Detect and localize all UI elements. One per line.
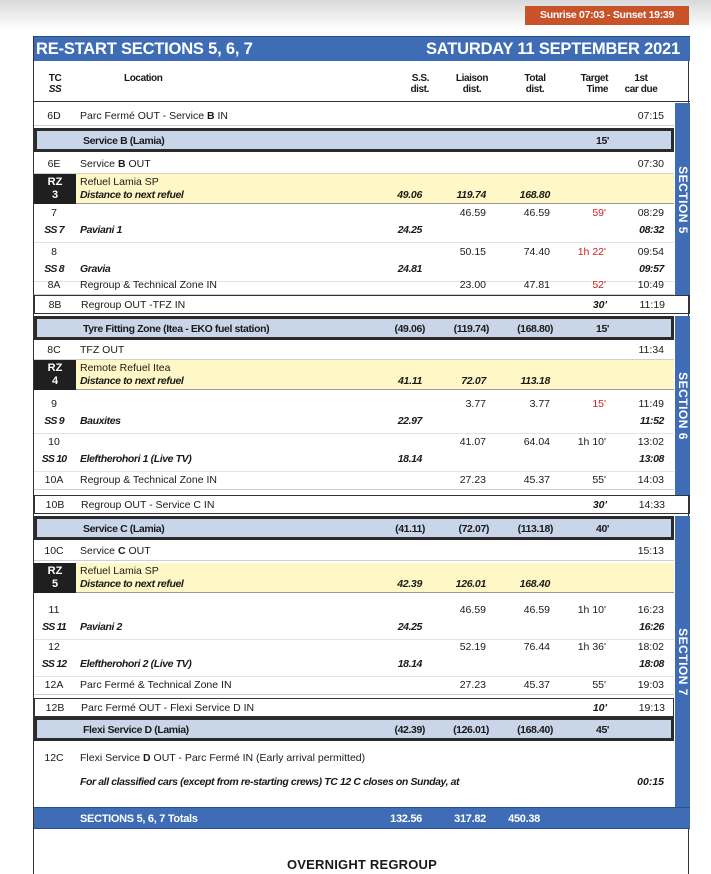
header-target-time: Target Time — [580, 73, 608, 95]
location: TFZ OUT — [80, 344, 125, 356]
first-car-due: 10:49 — [637, 279, 664, 291]
tc-code: 6D — [47, 110, 61, 122]
first-car-due-tc: 11:49 — [638, 398, 664, 410]
tc-code: 11 — [48, 604, 60, 616]
total-dist: 47.81 — [523, 279, 550, 291]
first-car-due: 14:33 — [638, 499, 665, 511]
ss-dist: 18.14 — [397, 453, 422, 465]
liaison-dist: 46.59 — [459, 207, 486, 219]
location: Service B (Lamia) — [83, 135, 165, 147]
header-total-dist: Total dist. — [524, 73, 546, 95]
total-dist: 64.04 — [523, 436, 550, 448]
ss-code: SS 12 — [41, 658, 67, 670]
target-time: 1h 22' — [577, 246, 606, 258]
tc-code: 12C — [44, 752, 64, 764]
stage-name: Gravia — [80, 263, 111, 275]
table-row-12A — [34, 675, 674, 695]
total-dist: 74.40 — [523, 246, 550, 258]
liaison-dist: 126.01 — [455, 578, 486, 590]
refuel-zone-badge: RZ 3 — [34, 174, 76, 204]
table-row-10C — [34, 541, 674, 561]
total-dist: (113.18) — [517, 523, 553, 535]
total-dist: 46.59 — [523, 604, 550, 616]
table-row-6E — [34, 154, 674, 174]
first-car-due-tc: 18:02 — [637, 641, 664, 653]
total-dist: 113.18 — [520, 375, 550, 387]
liaison-dist: 46.59 — [459, 604, 486, 616]
total-dist: 45.37 — [523, 679, 550, 691]
column-headers — [34, 61, 690, 102]
table-row-12B — [34, 698, 674, 717]
totals-liaison-dist: 317.82 — [454, 813, 486, 825]
tc-code: 8C — [47, 344, 61, 356]
tc-code: 6E — [47, 158, 61, 170]
location: Regroup OUT - Service C IN — [81, 499, 215, 511]
section-6-label: SECTION 6 — [675, 316, 690, 496]
ss-dist: 41.11 — [398, 375, 422, 387]
stage-name: Paviani 2 — [80, 621, 122, 633]
target-time: 15' — [596, 323, 609, 335]
target-time: 1h 10' — [577, 604, 606, 616]
refuel-location: Refuel Lamia SP — [80, 176, 159, 188]
refuel-distance-label: Distance to next refuel — [80, 189, 184, 201]
ss-dist: (42.39) — [394, 724, 425, 736]
ss-dist: 22.97 — [397, 415, 422, 427]
header-location: Location — [124, 73, 163, 84]
liaison-dist: 27.23 — [459, 679, 486, 691]
totals-label: SECTIONS 5, 6, 7 Totals — [80, 813, 198, 825]
ss-code: SS 9 — [44, 415, 64, 427]
first-car-due: 14:03 — [637, 474, 664, 486]
first-car-due-ss: 13:08 — [639, 453, 664, 465]
ss-dist: (49.06) — [394, 323, 425, 335]
stage-row-ss7 — [34, 204, 674, 243]
title-bar — [34, 36, 690, 61]
first-car-due-ss: 09:57 — [639, 263, 664, 275]
first-car-due: 07:15 — [637, 110, 664, 122]
stage-name: Eleftherohori 1 (Live TV) — [80, 453, 192, 465]
ss-code: SS 7 — [44, 224, 64, 236]
stage-name: Eleftherohori 2 (Live TV) — [80, 658, 192, 670]
target-time: 15' — [596, 135, 609, 147]
overnight-regroup-heading: OVERNIGHT REGROUP — [286, 857, 438, 872]
total-dist: 168.80 — [519, 189, 550, 201]
first-car-due: 19:13 — [638, 702, 665, 714]
location: Parc Fermé OUT - Service B IN — [80, 110, 229, 122]
stage-row-ss11 — [34, 601, 674, 640]
liaison-dist: 23.00 — [459, 279, 486, 291]
stage-row-ss10 — [34, 433, 674, 472]
ss-code: SS 8 — [44, 263, 64, 275]
total-dist: (168.80) — [517, 323, 553, 335]
tc-code: 12B — [45, 702, 65, 714]
total-dist: 168.40 — [519, 578, 550, 590]
section-5-label: SECTION 5 — [675, 103, 690, 296]
header-liaison-dist: Liaison dist. — [455, 73, 489, 95]
header-ss-dist: S.S. dist. — [410, 73, 429, 95]
target-time: 1h 36' — [577, 641, 606, 653]
ss-dist: 24.25 — [397, 224, 422, 236]
ss-code: SS 11 — [42, 621, 66, 633]
location: Tyre Fitting Zone (Itea - EKO fuel station) — [83, 323, 270, 335]
refuel-row-rz4 — [34, 360, 674, 390]
total-dist: 45.37 — [523, 474, 550, 486]
ss-code: SS 10 — [41, 453, 67, 465]
tc-code: 8 — [51, 246, 57, 258]
location: Parc Fermé & Technical Zone IN — [80, 679, 232, 691]
target-time: 55' — [592, 679, 606, 691]
tc-code: 10 — [48, 436, 60, 448]
sunrise-sunset-banner: Sunrise 07:03 - Sunset 19:39 — [525, 6, 689, 25]
target-time: 45' — [596, 724, 609, 736]
table-row-8B — [34, 295, 690, 314]
table-row-8C — [34, 340, 674, 360]
table-row-10B — [34, 495, 690, 514]
tc-code: 8A — [47, 279, 61, 291]
location: Flexi Service D OUT - Parc Fermé IN (Early arrival permitted) — [80, 752, 366, 764]
ss-dist: 24.81 — [397, 263, 422, 275]
refuel-zone-badge: RZ 4 — [34, 360, 76, 390]
refuel-distance-label: Distance to next refuel — [80, 375, 184, 387]
liaison-dist: 72.07 — [461, 375, 486, 387]
liaison-dist: 50.15 — [459, 246, 486, 258]
tc-code: 10B — [45, 499, 65, 511]
header-first-car-due: 1st car due — [624, 73, 658, 95]
tc-code: 10A — [44, 474, 64, 486]
total-dist: (168.40) — [517, 724, 553, 736]
target-time: 10' — [592, 702, 607, 714]
tc-code: 12A — [44, 679, 64, 691]
stage-name: Bauxites — [80, 415, 121, 427]
ss-dist: 49.06 — [397, 189, 422, 201]
ss-dist: 24.25 — [397, 621, 422, 633]
target-time: 1h 10' — [577, 436, 606, 448]
target-time: 59' — [592, 207, 606, 219]
closing-note: For all classified cars (except from re-starting crews) TC 12 C closes on Sunday, at — [80, 776, 460, 788]
itinerary-page — [33, 36, 689, 874]
table-row-12C — [34, 748, 674, 806]
stage-row-ss12 — [34, 638, 674, 677]
liaison-dist: 119.74 — [456, 189, 486, 201]
target-time: 30' — [592, 499, 607, 511]
service-row-tfz — [34, 316, 674, 340]
location: Service B OUT — [80, 158, 151, 170]
tc-code: 12 — [48, 641, 60, 653]
liaison-dist: (72.07) — [458, 523, 489, 535]
target-time: 30' — [592, 299, 607, 311]
location: Parc Fermé OUT - Flexi Service D IN — [81, 702, 255, 714]
location: Regroup & Technical Zone IN — [80, 474, 217, 486]
liaison-dist: (119.74) — [453, 323, 489, 335]
stage-row-ss9 — [34, 395, 674, 434]
target-time: 55' — [592, 474, 606, 486]
title-sections: RE-START SECTIONS 5, 6, 7 — [36, 40, 253, 58]
liaison-dist: 52.19 — [459, 641, 486, 653]
first-car-due-ss: 11:52 — [639, 415, 664, 427]
total-dist: 46.59 — [523, 207, 550, 219]
first-car-due: 11:19 — [639, 299, 665, 311]
first-car-due-tc: 09:54 — [637, 246, 664, 258]
ss-dist: (41.11) — [395, 523, 425, 535]
first-car-due: 07:30 — [637, 158, 664, 170]
target-time: 52' — [592, 279, 606, 291]
tc-code: 9 — [51, 398, 57, 410]
service-row-C — [34, 516, 674, 540]
ss-dist: 42.39 — [397, 578, 422, 590]
ss-dist: 18.14 — [397, 658, 422, 670]
table-row-6D — [34, 106, 674, 126]
first-car-due: 19:03 — [637, 679, 664, 691]
totals-ss-dist: 132.56 — [390, 813, 422, 825]
totals-bar — [34, 807, 690, 829]
table-row-8A — [34, 275, 674, 295]
first-car-due-tc: 13:02 — [637, 436, 664, 448]
location: Flexi Service D (Lamia) — [83, 724, 189, 736]
header-tc: TC SS — [48, 73, 62, 95]
target-time: 15' — [592, 398, 606, 410]
first-car-due-ss: 18:08 — [639, 658, 664, 670]
location: Regroup OUT -TFZ IN — [81, 299, 186, 311]
refuel-row-rz3 — [34, 174, 674, 204]
first-car-due: 11:34 — [638, 344, 664, 356]
refuel-distance-label: Distance to next refuel — [80, 578, 184, 590]
liaison-dist: 3.77 — [465, 398, 486, 410]
total-dist: 3.77 — [529, 398, 550, 410]
liaison-dist: (126.01) — [453, 724, 489, 736]
section-7-label: SECTION 7 — [675, 516, 690, 808]
tc-code: 8B — [48, 299, 62, 311]
tc-code: 7 — [51, 207, 57, 219]
location: Regroup & Technical Zone IN — [80, 279, 217, 291]
refuel-location: Remote Refuel Itea — [80, 362, 171, 374]
location: Service C OUT — [80, 545, 151, 557]
first-car-due-tc: 08:29 — [637, 207, 664, 219]
liaison-dist: 27.23 — [459, 474, 486, 486]
stage-name: Paviani 1 — [80, 224, 122, 236]
service-row-B — [34, 128, 674, 152]
tc-code: 10C — [44, 545, 64, 557]
target-time: 40' — [596, 523, 609, 535]
refuel-zone-badge: RZ 5 — [34, 563, 76, 593]
first-car-due-ss: 08:32 — [639, 224, 664, 236]
location: Service C (Lamia) — [83, 523, 165, 535]
closing-time: 00:15 — [637, 776, 664, 788]
totals-total-dist: 450.38 — [508, 813, 540, 825]
service-row-D — [34, 717, 674, 741]
refuel-row-rz5 — [34, 563, 674, 593]
total-dist: 76.44 — [523, 641, 550, 653]
title-date: SATURDAY 11 SEPTEMBER 2021 — [425, 40, 680, 58]
liaison-dist: 41.07 — [459, 436, 486, 448]
refuel-location: Refuel Lamia SP — [80, 565, 159, 577]
first-car-due: 15:13 — [637, 545, 664, 557]
first-car-due-ss: 16:26 — [639, 621, 664, 633]
table-row-10A — [34, 470, 674, 490]
first-car-due-tc: 16:23 — [637, 604, 664, 616]
